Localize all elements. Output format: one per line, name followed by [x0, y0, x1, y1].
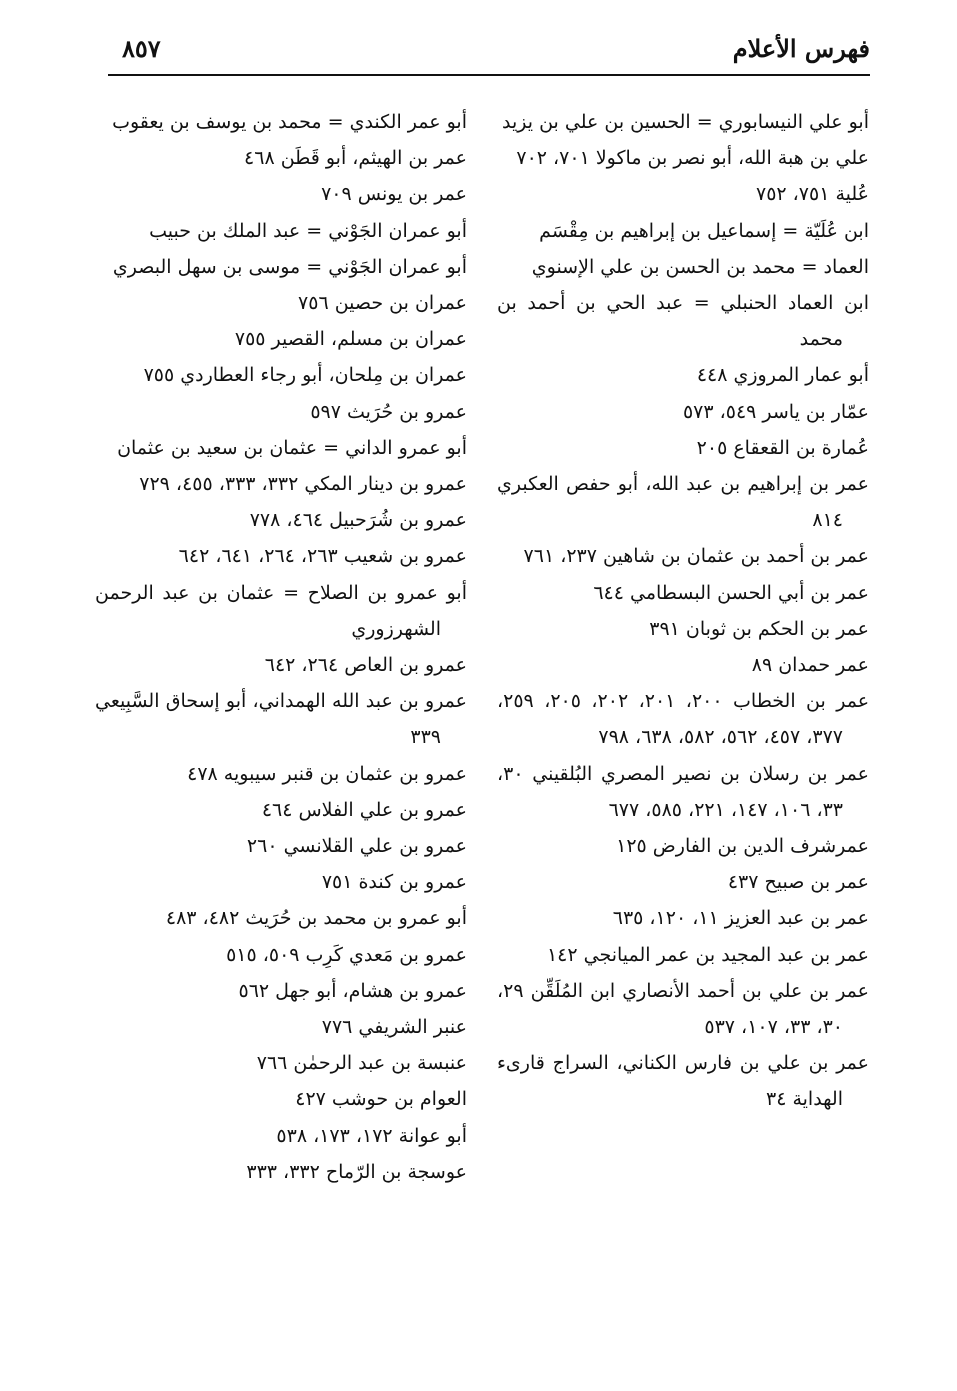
index-entry: عمر بن إبراهيم بن عبد الله، أبو حفص العكبري ٨١٤: [497, 473, 869, 532]
index-entry: عمرشرف الدين بن الفارض ١٢٥: [616, 835, 869, 858]
index-entry: ابن عُلَيّة = إسماعيل بن إبراهيم بن مِقْسَم: [539, 219, 869, 242]
page-number: ٨٥٧: [122, 34, 161, 63]
index-entry: أبو عمران الجَوْني = عبد الملك بن حبيب: [149, 219, 467, 242]
index-entry: أبو عمرو بن محمد بن حُرَيث ٤٨٢، ٤٨٣: [165, 907, 467, 930]
header-rule: [108, 74, 870, 76]
index-entry: عمر بن يونس ٧٠٩: [321, 183, 467, 206]
index-entry: عمر بن عبد العزيز ١١، ١٢٠، ٦٣٥: [612, 907, 869, 930]
index-entry: ابن العماد الحنبلي = عبد الحي بن أحمد بن محمد: [497, 292, 869, 351]
page-title: فهرس الأعلام: [732, 34, 870, 63]
index-entry: عمرو بن العاص ٢٦٤، ٦٤٢: [264, 654, 467, 677]
index-entry: العوام بن حوشب ٤٢٧: [295, 1088, 467, 1111]
index-entry: عمر بن الهيثم، أبو قَطَن ٤٦٨: [244, 147, 467, 170]
index-entry: العماد = محمد بن الحسن بن علي الإسنوي: [531, 255, 869, 278]
index-entry: عوسجة بن الرّماح ٣٣٢، ٣٣٣: [246, 1160, 467, 1183]
index-entry: أبو عمران الجَوْني = موسى بن سهل البصري: [112, 255, 467, 278]
index-entry: عنبر الشريفي ٧٧٦: [321, 1016, 467, 1039]
index-entry: عمر بن رسلان بن نصير المصري البُلقيني ٣٠، ٣٣، ١٠٦، ١٤٧، ٢٢١، ٥٨٥، ٦٧٧: [497, 762, 869, 821]
index-column-right: [497, 104, 869, 1118]
page-header: [108, 30, 870, 74]
index-entry: عمران بن مِلحان، أبو رجاء العطاردي ٧٥٥: [143, 364, 467, 387]
index-entry: عنبسة بن عبد الرحمٰن ٧٦٦: [256, 1052, 467, 1075]
index-entry: عُمارة بن القعقاع ٢٠٥: [696, 436, 869, 459]
index-entry: أبو عمر الكندي = محمد بن يوسف بن يعقوب: [112, 111, 467, 133]
index-entry: أبو عمرو الداني = عثمان بن سعيد بن عثمان: [117, 436, 467, 459]
index-entry: عمر حمدان ٨٩: [751, 654, 869, 677]
index-entry: أبو عمرو بن الصلاح = عثمان بن عبد الرحمن الشهرزوري: [95, 581, 467, 640]
index-entry: عمرو بن كندة ٧٥١: [321, 871, 467, 894]
index-entry: عمر بن الحكم بن ثوبان ٣٩١: [649, 617, 869, 640]
index-entry: علي بن هبة الله، أبو نصر بن ماكولا ٧٠١، ٧٠٢: [516, 147, 869, 170]
index-entry: عُلية ٧٥١، ٧٥٢: [755, 183, 869, 206]
index-entry: عمر بن الخطاب ٢٠٠، ٢٠١، ٢٠٢، ٢٠٥، ٢٥٩، ٣٧٧، ٤٥٧، ٥٦٢، ٥٨٢، ٦٣٨، ٧٩٨: [497, 690, 870, 749]
index-entry: عمرو بن مَعدي كَرِب ٥٠٩، ٥١٥: [226, 943, 467, 966]
index-column-left: [95, 104, 467, 1190]
index-entry: عمران بن مسلم، القصير ٧٥٥: [234, 328, 467, 351]
index-entry: عمر بن أبي الحسن البسطامي ٦٤٤: [593, 581, 869, 604]
index-entry: عمرو بن هشام، أبو جهل ٥٦٢: [238, 979, 467, 1002]
index-entry: عمر بن علي بن فارس الكناني، السراج قارىء الهداية ٣٤: [497, 1052, 869, 1111]
index-entry: عمرو بن عبد الله الهمداني، أبو إسحاق السَّبِيعي ٣٣٩: [95, 690, 467, 749]
index-entry: عمرو بن شُرَحبيل ٤٦٤، ٧٧٨: [249, 509, 467, 532]
index-entry: عمرو بن علي الفلاس ٤٦٤: [261, 798, 467, 821]
index-entry: عمرو بن دينار المكي ٣٣٢، ٣٣٣، ٤٥٥، ٧٢٩: [139, 473, 467, 496]
index-entry: عمر بن صبيح ٤٣٧: [727, 871, 869, 894]
index-entry: عمرو بن شعيب ٢٦٣، ٢٦٤، ٦٤١، ٦٤٢: [178, 545, 467, 568]
index-entry: عمر بن عبد المجيد بن عمر الميانجي ١٤٢: [546, 943, 869, 966]
index-entry: عمرو بن حُرَيث ٥٩٧: [310, 400, 467, 423]
index-entry: عمرو بن عثمان بن قنبر سيبويه ٤٧٨: [187, 762, 467, 785]
index-entry: عمرو بن علي القلانسي ٢٦٠: [246, 835, 467, 858]
index-entry: أبو علي النيسابوري = الحسين بن علي بن يزيد: [502, 111, 869, 133]
index-entry: عمران بن حصين ٧٥٦: [298, 292, 467, 315]
index-entry: أبو عمار المروزي ٤٤٨: [696, 364, 869, 387]
index-entry: أبو عوانة ١٧٢، ١٧٣، ٥٣٨: [276, 1124, 467, 1147]
index-entry: عمّار بن ياسر ٥٤٩، ٥٧٣: [682, 400, 869, 423]
index-entry: عمر بن علي بن أحمد الأنصاري ابن المُلَقِّن ٢٩، ٣٠، ٣٣، ١٠٧، ٥٣٧: [497, 979, 869, 1039]
index-entry: عمر بن أحمد بن عثمان بن شاهين ٢٣٧، ٧٦١: [523, 545, 869, 568]
